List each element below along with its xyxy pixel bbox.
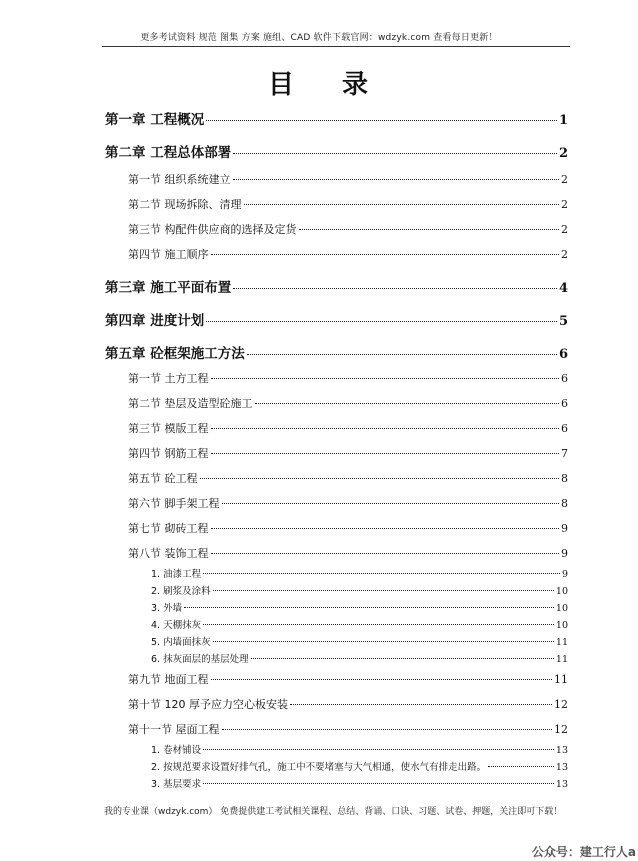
page-header: 更多考试资料 规范 图集 方案 施组、CAD 软件下载官网：wdzyk.com 查看每日更新！ [140,33,498,43]
toc-leader-dots [211,428,560,429]
toc-entry[interactable] [128,171,568,187]
toc-entry-label: 第七节 砌砖工程 [128,522,209,535]
toc-entry[interactable] [151,583,568,597]
toc-entry[interactable] [151,600,568,614]
toc-leader-dots [184,607,554,608]
toc-entry[interactable] [151,742,568,756]
toc-leader-dots [233,153,557,154]
toc-entry-label: 第二章 工程总体部署 [105,145,232,161]
toc-leader-dots [203,783,554,784]
toc-entry-page: 6 [561,422,568,435]
toc-entry-label: 第三章 施工平面布置 [105,280,232,296]
toc-entry[interactable] [105,342,568,362]
title-char-left: 目 [267,70,296,100]
toc-entry[interactable] [151,651,568,665]
toc-leader-dots [211,453,560,454]
toc-leader-dots [211,528,560,529]
toc-entry-page: 12 [554,723,568,736]
toc-leader-dots [200,478,560,479]
toc-entry-label: 第五章 砼框架施工方法 [105,346,245,362]
toc-leader-dots [488,766,554,767]
toc-leader-dots [255,403,560,404]
toc-entry-label: 3. 基层要求 [151,779,202,790]
page-title [0,64,638,101]
toc-leader-dots [206,120,557,121]
toc-leader-dots [203,624,554,625]
watermark: 公众号：建工行人a [531,845,636,859]
toc-leader-dots [203,573,560,574]
toc-entry-page: 9 [561,522,568,535]
toc-entry-label: 第一节 土方工程 [128,372,209,385]
toc-entry-page: 4 [558,281,568,296]
toc-entry[interactable] [151,634,568,648]
toc-entry[interactable] [128,445,568,461]
toc-entry[interactable] [128,420,568,436]
toc-entry-page: 10 [555,603,568,614]
toc-entry[interactable] [128,495,568,511]
toc-entry-page: 13 [555,745,568,756]
title-char-right: 录 [342,70,371,100]
toc-entry-page: 11 [554,673,568,686]
toc-entry[interactable] [128,696,568,712]
toc-entry[interactable] [151,759,568,773]
toc-entry-page: 1 [558,113,568,128]
toc-entry-page: 7 [561,447,568,460]
toc-entry-page: 8 [561,497,568,510]
toc-entry[interactable] [105,141,568,161]
toc-entry-page: 13 [555,762,568,773]
toc-entry-label: 第五节 砼工程 [128,472,198,485]
toc-entry-page: 2 [561,198,568,211]
toc-entry[interactable] [128,520,568,536]
toc-entry-label: 1. 卷材铺设 [151,745,202,756]
toc-entry-label: 第八节 装饰工程 [128,547,209,560]
toc-entry-page: 5 [558,314,568,329]
toc-entry-page: 6 [561,372,568,385]
page-footer: 我的专业课（wdzyk.com） 免费提供建工考试相关课程、总结、背诵、口诀、习题、试卷、押题，关注即可下载！ [104,807,563,817]
toc-entry-page: 10 [555,620,568,631]
toc-entry-label: 第三节 构配件供应商的选择及定货 [128,223,297,236]
toc-entry[interactable] [128,196,568,212]
toc-entry[interactable] [151,566,568,580]
toc-entry-page: 10 [555,586,568,597]
toc-entry-page: 2 [561,173,568,186]
toc-leader-dots [290,704,552,705]
toc-entry-label: 第二节 现场拆除、清理 [128,198,242,211]
toc-entry[interactable] [128,470,568,486]
toc-entry-label: 6. 抹灰面层的基层处理 [151,654,249,665]
toc-entry[interactable] [105,108,568,128]
toc-entry-page: 11 [555,637,568,648]
toc-leader-dots [251,658,554,659]
toc-leader-dots [244,204,560,205]
toc-entry[interactable] [105,309,568,329]
toc-entry[interactable] [128,545,568,561]
toc-entry-label: 第十一节 屋面工程 [128,723,220,736]
header-rule [102,46,570,47]
toc-entry[interactable] [128,395,568,411]
toc-entry-page: 6 [561,397,568,410]
toc-entry-label: 第四节 施工顺序 [128,248,209,261]
toc-entry-label: 第四章 进度计划 [105,313,205,329]
toc-entry[interactable] [105,276,568,296]
toc-entry-page: 12 [554,698,568,711]
toc-entry-page: 13 [555,779,568,790]
toc-leader-dots [222,503,560,504]
toc-leader-dots [233,288,557,289]
toc-entry-label: 第三节 模版工程 [128,422,209,435]
toc-entry-page: 11 [555,654,568,665]
toc-leader-dots [206,321,557,322]
toc-entry-page: 2 [561,248,568,261]
toc-entry-page: 9 [561,547,568,560]
toc-entry-label: 4. 天棚抹灰 [151,620,202,631]
toc-entry-label: 第二节 垫层及造型砼施工 [128,397,253,410]
toc-leader-dots [213,590,554,591]
toc-entry-label: 第一节 组织系统建立 [128,173,231,186]
toc-entry-page: 2 [561,223,568,236]
toc-entry[interactable] [128,370,568,386]
toc-entry-label: 2. 按规范要求设置好排气孔，施工中不要堵塞与大气相通，使水气有排走出路。 [151,762,487,773]
toc-leader-dots [233,179,560,180]
toc-entry-label: 1. 油漆工程 [151,569,202,580]
toc-entry[interactable] [128,721,568,737]
toc-entry-label: 第四节 钢筋工程 [128,447,209,460]
toc-leader-dots [299,229,560,230]
toc-leader-dots [211,679,553,680]
toc-leader-dots [203,749,554,750]
toc-entry-label: 3. 外墙 [151,603,183,614]
toc-entry[interactable] [128,221,568,237]
toc-leader-dots [211,254,560,255]
toc-entry-label: 第六节 脚手架工程 [128,497,220,510]
toc-entry-label: 5. 内墙面抹灰 [151,637,211,648]
toc-entry[interactable] [128,671,568,687]
toc-entry-page: 6 [558,347,568,362]
toc-entry-page: 2 [558,146,568,161]
toc-entry[interactable] [151,617,568,631]
toc-leader-dots [211,553,560,554]
toc-entry-label: 第十节 120 厚予应力空心板安装 [128,698,288,711]
toc-leader-dots [247,354,557,355]
toc-entry-label: 第一章 工程概况 [105,112,205,128]
toc-leader-dots [211,378,560,379]
toc-entry-label: 第九节 地面工程 [128,673,209,686]
toc-entry[interactable] [128,246,568,262]
toc-entry-page: 8 [561,472,568,485]
toc-entry[interactable] [151,776,568,790]
toc-entry-page: 9 [561,569,568,580]
toc-entry-label: 2. 刷浆及涂料 [151,586,211,597]
toc-leader-dots [213,641,554,642]
toc-leader-dots [222,729,553,730]
